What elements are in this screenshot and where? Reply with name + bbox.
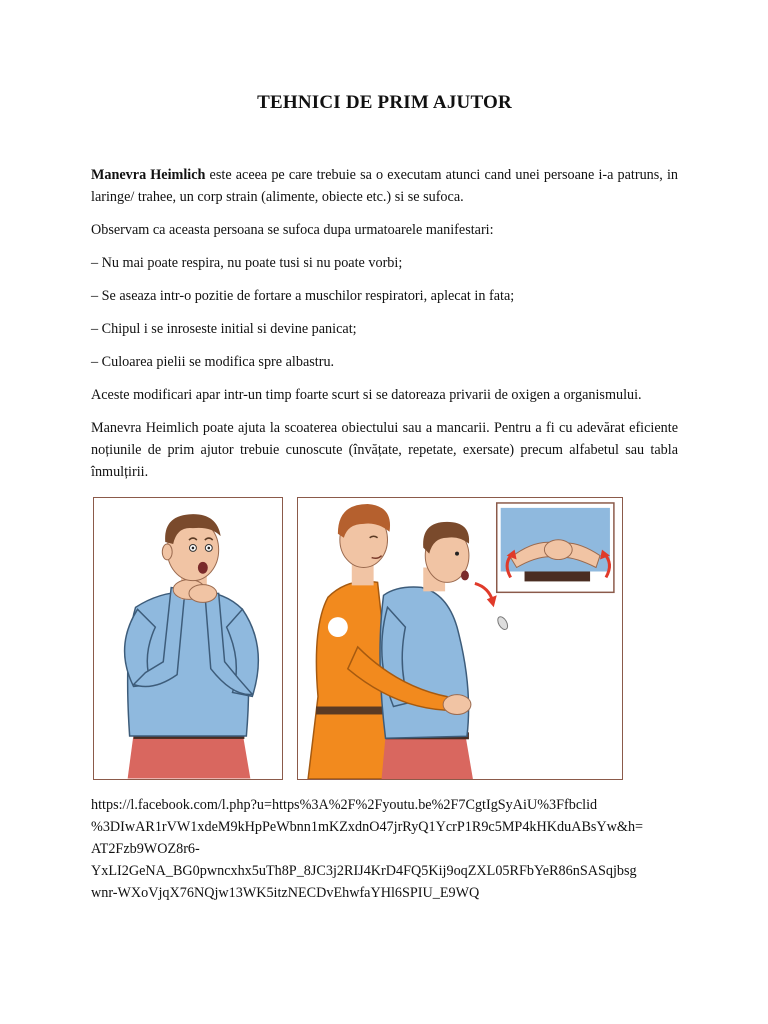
symptom-item: – Culoarea pielii se modifica spre albastru. [91,354,335,370]
intro-text: este aceea pe care trebuie sa o executam atunci cand unei persoane i-a patruns, in laringe/ trahee, un corp strain (alimente, obiecte etc.) si se sufoca. [91,167,678,205]
heimlich-illustration [297,497,623,780]
symptom-item: – Chipul i se inroseste initial si devine panicat; [91,321,357,337]
url-line[interactable]: %3DIwAR1rVW1xdeM9kHpPeWbnn1mKZxdnO47jrRyQ1YcrP1R9c5MP4kHKduABsYw&h= [91,819,644,835]
heimlich-maneuver-drawing [298,498,622,779]
page-title: TEHNICI DE PRIM AJUTOR [257,92,512,113]
document-body [91,164,678,494]
cause-paragraph: Aceste modificari apar intr-un timp foarte scurt si se datoreaza privarii de oxigen a organismului. [91,387,642,403]
url-line[interactable]: AT2Fzb9WOZ8r6- [91,841,200,857]
url-line[interactable]: wnr-WXoVjqX76NQjw13WK5itzNECDvEhwfaYHl6SPIU_E9WQ [91,885,480,901]
intro-paragraph [91,164,678,208]
symptom-item: – Nu mai poate respira, nu poate tusi si nu poate vorbi; [91,255,403,271]
observation-paragraph: Observam ca aceasta persoana se sufoca dupa urmatoarele manifestari: [91,222,494,238]
choking-person-drawing [94,498,282,779]
intro-bold-term: Manevra Heimlich [91,167,206,183]
choking-illustration [93,497,283,780]
purpose-paragraph: Manevra Heimlich poate ajuta la scoaterea obiectului sau a mancarii. Pentru a fi cu adevărat eficiente noțiunile de prim ajutor trebuie cunoscute (învățate, repetate, exersate) precum alfabetul sau tabla înmulțirii. [91,420,678,480]
trousers-shape [128,732,251,779]
url-line[interactable]: https://l.facebook.com/l.php?u=https%3A%2F%2Fyoutu.be%2F7CgtIgSyAiU%3Ffbclid [91,797,598,813]
url-line[interactable]: YxLI2GeNA_BG0pwncxhx5uTh8P_8JC3j2RIJ4KrD4FQ5Kij9oqZXL05RFbYeR86nSASqjbsg [91,863,637,879]
video-link[interactable] [91,794,691,904]
symptom-item: – Se aseaza intr-o pozitie de fortare a muschilor respiratori, aplecat in fata; [91,288,515,304]
